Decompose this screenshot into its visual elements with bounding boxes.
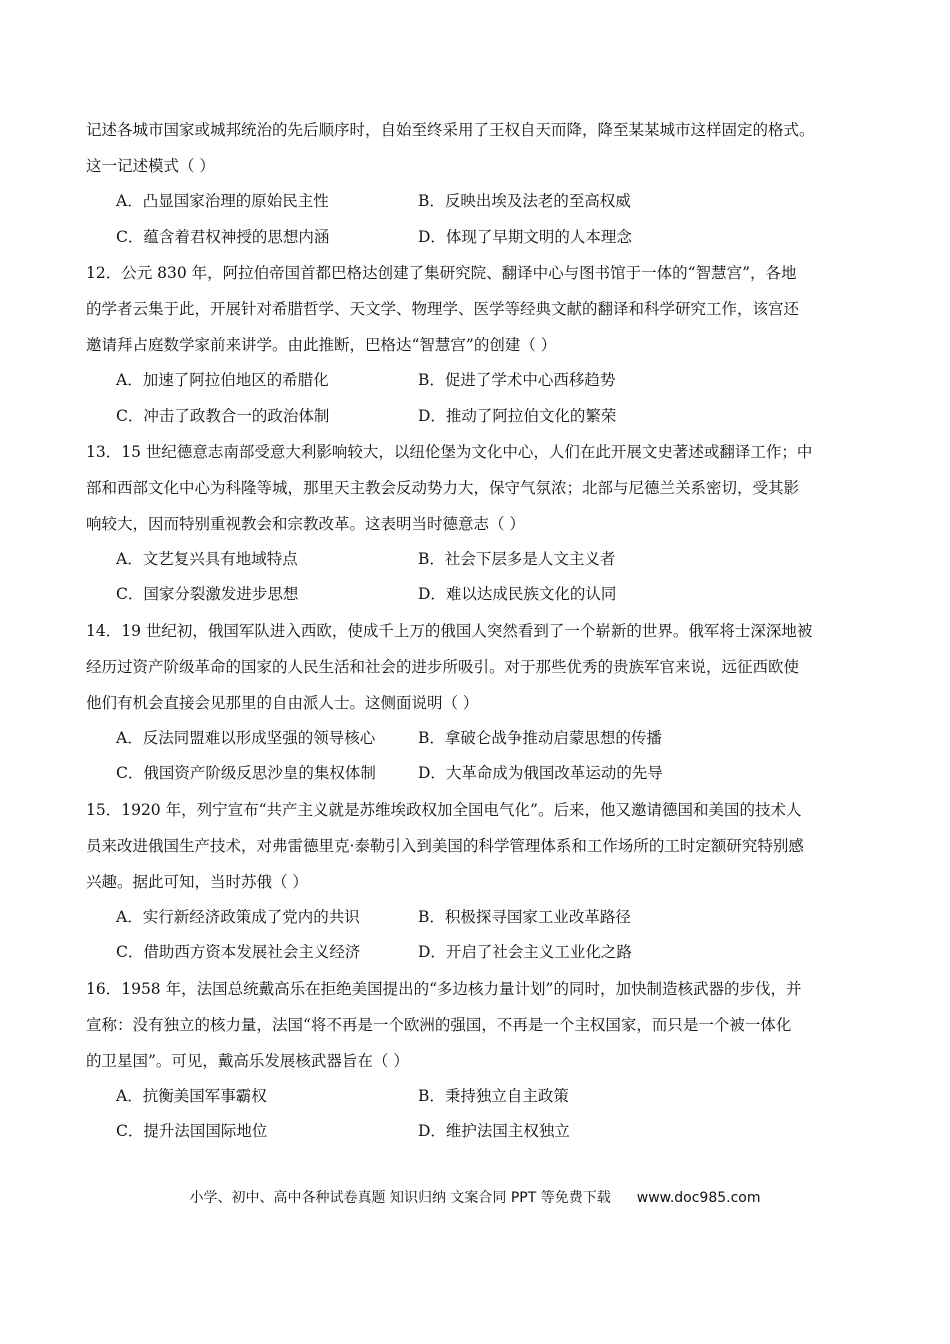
footer-text: 小学、初中、高中各种试卷真题 知识归纳 文案合同 PPT 等免费下载 (189, 1190, 611, 1206)
question-11-continued (86, 112, 866, 255)
option-b[interactable]: B．秉持独立自主政策 (418, 1087, 569, 1106)
options-row (86, 1079, 866, 1114)
question-list (86, 112, 866, 1149)
options-row (86, 542, 866, 577)
question-15 (86, 792, 866, 971)
question-stem-line: 的卫星国”。可见，戴高乐发展核武器旨在（ ） (86, 1051, 409, 1070)
options-row (86, 721, 866, 756)
question-stem-line: 13．15 世纪德意志南部受意大利影响较大，以纽伦堡为文化中心，人们在此开展文史著述或翻译工作；中 (86, 442, 813, 461)
option-a[interactable]: A．加速了阿拉伯地区的希腊化 (116, 371, 329, 390)
question-stem-line: 响较大，因而特别重视教会和宗教改革。这表明当时德意志（ ） (86, 515, 525, 534)
question-stem-line: 15．1920 年，列宁宣布“共产主义就是苏维埃政权加全国电气化”。后来，他又邀请德国和美国的技术人 (86, 800, 802, 819)
question-16 (86, 971, 866, 1150)
question-stem-line: 14．19 世纪初，俄国军队进入西欧，使成千上万的俄国人突然看到了一个崭新的世界。俄军将士深深地被 (86, 621, 813, 640)
option-c[interactable]: C．俄国资产阶级反思沙皇的集权体制 (116, 764, 376, 783)
option-d[interactable]: D．推动了阿拉伯文化的繁荣 (418, 406, 617, 425)
option-b[interactable]: B．拿破仑战争推动启蒙思想的传播 (418, 729, 662, 748)
options-row (86, 399, 866, 434)
option-b[interactable]: B．促进了学术中心西移趋势 (418, 371, 616, 390)
option-a[interactable]: A．文艺复兴具有地域特点 (116, 550, 298, 569)
option-b[interactable]: B．社会下层多是人文主义者 (418, 550, 616, 569)
options-row (86, 756, 866, 791)
options-row (86, 363, 866, 398)
option-a[interactable]: A．凸显国家治理的原始民主性 (116, 192, 329, 211)
question-stem-line: 部和西部文化中心为科隆等城，那里天主教会反动势力大，保守气氛浓；北部与尼德兰关系密切，受其影 (86, 478, 800, 497)
option-a[interactable]: A．反法同盟难以形成坚强的领导核心 (116, 729, 376, 748)
options-row (86, 220, 866, 255)
option-d[interactable]: D．难以达成民族文化的认同 (418, 585, 617, 604)
option-c[interactable]: C．冲击了政教合一的政治体制 (116, 406, 330, 425)
question-stem-line: 兴趣。据此可知，当时苏俄（ ） (86, 872, 308, 891)
option-d[interactable]: D．体现了早期文明的人本理念 (418, 227, 632, 246)
option-c[interactable]: C．国家分裂激发进步思想 (116, 585, 299, 604)
options-row (86, 900, 866, 935)
option-c[interactable]: C．借助西方资本发展社会主义经济 (116, 943, 361, 962)
question-stem-line: 这一记述模式（ ） (86, 157, 215, 176)
question-stem-line: 经历过资产阶级革命的国家的人民生活和社会的进步所吸引。对于那些优秀的贵族军官来说，远征西欧使 (86, 657, 800, 676)
options-row (86, 1114, 866, 1149)
question-stem-line: 员来改进俄国生产技术，对弗雷德里克·泰勒引入到美国的科学管理体系和工作场所的工时定额研究特别感 (86, 836, 804, 855)
page-footer (0, 1188, 950, 1208)
options-row (86, 184, 866, 219)
question-12 (86, 255, 866, 434)
option-d[interactable]: D．维护法国主权独立 (418, 1122, 570, 1141)
options-row (86, 935, 866, 970)
option-c[interactable]: C．蕴含着君权神授的思想内涵 (116, 227, 330, 246)
question-13 (86, 434, 866, 613)
question-stem-line: 16．1958 年，法国总统戴高乐在拒绝美国提出的“多边核力量计划”的同时，加快制造核武器的步伐，并 (86, 979, 802, 998)
options-row (86, 577, 866, 612)
option-b[interactable]: B．反映出埃及法老的至高权威 (418, 192, 631, 211)
option-c[interactable]: C．提升法国国际地位 (116, 1122, 268, 1141)
question-stem-line: 的学者云集于此，开展针对希腊哲学、天文学、物理学、医学等经典文献的翻译和科学研究工作，该宫还 (86, 299, 800, 318)
question-stem-line: 邀请拜占庭数学家前来讲学。由此推断，巴格达“智慧宫”的创建（ ） (86, 336, 557, 355)
option-d[interactable]: D．开启了社会主义工业化之路 (418, 943, 632, 962)
question-stem-line: 12．公元 830 年，阿拉伯帝国首都巴格达创建了集研究院、翻译中心与图书馆于一体的“智慧宫”，各地 (86, 263, 797, 282)
option-a[interactable]: A．抗衡美国军事霸权 (116, 1087, 267, 1106)
option-b[interactable]: B．积极探寻国家工业改革路径 (418, 908, 631, 927)
question-14 (86, 613, 866, 792)
footer-site-link[interactable]: www.doc985.com (636, 1190, 761, 1206)
question-stem-line: 宣称：没有独立的核力量，法国“将不再是一个欧洲的强国，不再是一个主权国家，而只是一个被一体化 (86, 1015, 792, 1034)
question-stem-line: 记述各城市国家或城邦统治的先后顺序时，自始至终采用了王权自天而降，降至某某城市这样固定的格式。 (86, 121, 815, 139)
option-a[interactable]: A．实行新经济政策成了党内的共识 (116, 908, 360, 927)
option-d[interactable]: D．大革命成为俄国改革运动的先导 (418, 764, 663, 783)
question-stem-line: 他们有机会直接会见那里的自由派人士。这侧面说明（ ） (86, 694, 479, 712)
